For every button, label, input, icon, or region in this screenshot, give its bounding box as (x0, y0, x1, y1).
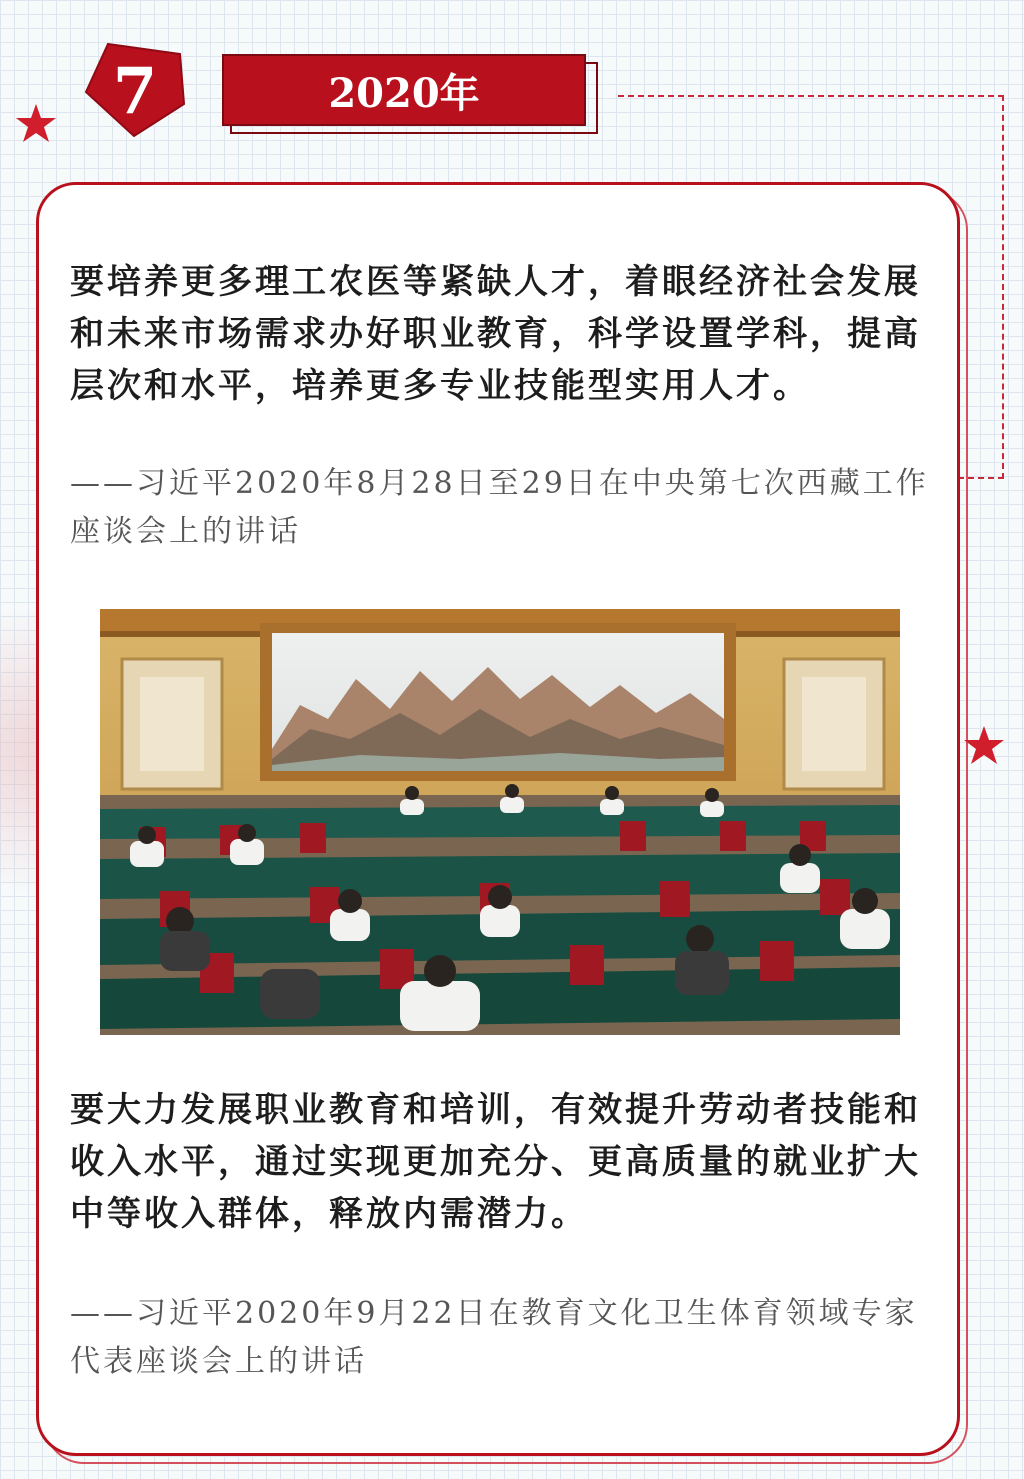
quote-source-2: ——习近平2020年9月22日在教育文化卫生体育领域专家代表座谈会上的讲话 (70, 1296, 918, 1379)
year-label: 2020年 (222, 54, 586, 126)
meeting-photo (100, 609, 900, 1035)
star-icon (962, 724, 1006, 768)
quote-text-1: 要培养更多理工农医等紧缺人才，着眼经济社会发展和未来市场需求办好职业教育，科学设置学科，提高层次和水平，培养更多专业技能型实用人才。 (70, 262, 921, 406)
quote-source-1: ——习近平2020年8月28日至29日在中央第七次西藏工作座谈会上的讲话 (70, 466, 929, 549)
quote-text-2: 要大力发展职业教育和培训，有效提升劳动者技能和收入水平，通过实现更加充分、更高质量的就业扩大中等收入群体，释放内需潜力。 (70, 1090, 921, 1234)
star-icon (14, 102, 58, 146)
section-number: 7 (112, 54, 158, 129)
